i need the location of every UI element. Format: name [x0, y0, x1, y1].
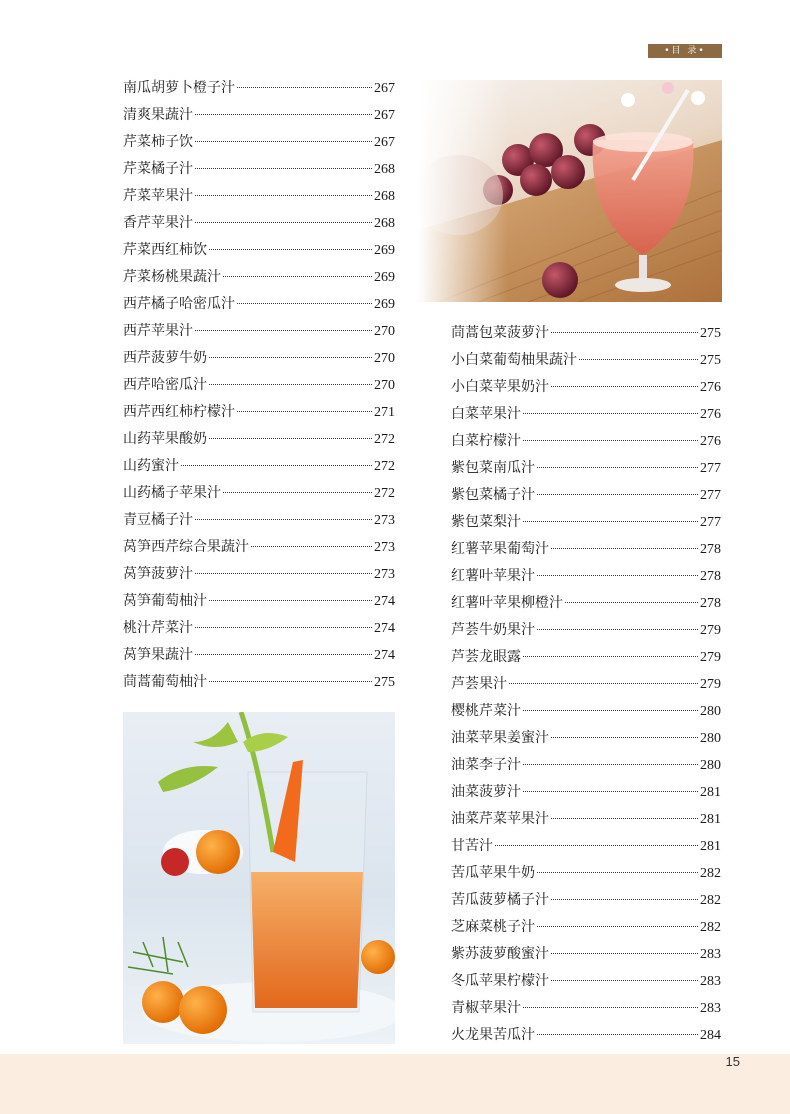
toc-entry-page: 283	[700, 947, 721, 962]
toc-leader-dots	[195, 222, 372, 223]
toc-entry-page: 280	[700, 758, 721, 773]
toc-entry-page: 279	[700, 650, 721, 665]
toc-entry-page: 274	[374, 648, 395, 663]
toc-entry	[123, 345, 395, 372]
toc-entry-page: 281	[700, 785, 721, 800]
toc-entry-page: 282	[700, 920, 721, 935]
toc-leader-dots	[195, 627, 372, 628]
page-number: 15	[725, 1054, 740, 1069]
toc-entry-title: 红薯叶苹果汁	[451, 568, 535, 584]
toc-leader-dots	[195, 114, 372, 115]
toc-leader-dots	[523, 413, 698, 414]
toc-entry	[123, 237, 395, 264]
toc-leader-dots	[551, 548, 698, 549]
toc-entry-title: 山药苹果酸奶	[123, 431, 207, 447]
toc-entry-page: 276	[700, 407, 721, 422]
toc-entry-title: 芹菜杨桃果蔬汁	[123, 269, 221, 285]
toc-entry-page: 268	[374, 162, 395, 177]
toc-entry	[451, 779, 721, 806]
toc-entry	[123, 669, 395, 696]
toc-entry	[123, 480, 395, 507]
toc-entry-title: 芹菜西红柿饮	[123, 242, 207, 258]
toc-entry-page: 276	[700, 434, 721, 449]
section-label: •目 录•	[648, 44, 722, 58]
toc-leader-dots	[195, 141, 372, 142]
toc-leader-dots	[537, 926, 698, 927]
toc-entry-page: 270	[374, 324, 395, 339]
toc-entry-title: 油菜苹果姜蜜汁	[451, 730, 549, 746]
toc-entry-page: 270	[374, 351, 395, 366]
toc-entry	[123, 588, 395, 615]
toc-leader-dots	[237, 87, 372, 88]
toc-entry-page: 269	[374, 243, 395, 258]
toc-entry-title: 红薯苹果葡萄汁	[451, 541, 549, 557]
toc-entry-title: 樱桃芹菜汁	[451, 703, 521, 719]
toc-entry	[451, 752, 721, 779]
toc-leader-dots	[537, 575, 698, 576]
toc-entry-title: 西芹橘子哈密瓜汁	[123, 296, 235, 312]
toc-entry-page: 284	[700, 1028, 721, 1043]
toc-leader-dots	[523, 791, 698, 792]
toc-entry-title: 山药蜜汁	[123, 458, 179, 474]
toc-entry	[451, 725, 721, 752]
toc-entry-title: 白菜苹果汁	[451, 406, 521, 422]
toc-leader-dots	[537, 467, 698, 468]
toc-entry-page: 280	[700, 704, 721, 719]
toc-entry	[123, 183, 395, 210]
toc-leader-dots	[209, 681, 372, 682]
toc-leader-dots	[551, 953, 698, 954]
toc-leader-dots	[195, 195, 372, 196]
toc-entry	[123, 318, 395, 345]
toc-entry-title: 莴笋西芹综合果蔬汁	[123, 539, 249, 555]
toc-entry-page: 273	[374, 567, 395, 582]
toc-leader-dots	[565, 602, 698, 603]
toc-leader-dots	[209, 384, 372, 385]
toc-leader-dots	[195, 330, 372, 331]
toc-leader-dots	[523, 521, 698, 522]
toc-entry-title: 冬瓜苹果柠檬汁	[451, 973, 549, 989]
toc-entry-title: 莴笋葡萄柚汁	[123, 593, 207, 609]
toc-entry-page: 269	[374, 270, 395, 285]
toc-entry-title: 桃汁芹菜汁	[123, 620, 193, 636]
toc-leader-dots	[195, 168, 372, 169]
toc-entry-page: 278	[700, 596, 721, 611]
toc-leader-dots	[237, 303, 372, 304]
toc-entry-title: 火龙果苦瓜汁	[451, 1027, 535, 1043]
toc-entry-page: 274	[374, 594, 395, 609]
toc-entry	[451, 806, 721, 833]
toc-entry-page: 273	[374, 540, 395, 555]
toc-entry	[451, 509, 721, 536]
toc-leader-dots	[551, 818, 698, 819]
footer-bar	[0, 1054, 790, 1114]
toc-entry-page: 276	[700, 380, 721, 395]
toc-entry	[123, 426, 395, 453]
toc-entry-page: 272	[374, 432, 395, 447]
toc-leader-dots	[537, 494, 698, 495]
toc-entry-title: 油菜李子汁	[451, 757, 521, 773]
toc-leader-dots	[537, 629, 698, 630]
toc-leader-dots	[551, 332, 698, 333]
toc-entry-page: 267	[374, 135, 395, 150]
toc-entry	[123, 264, 395, 291]
toc-entry-title: 紫包菜橘子汁	[451, 487, 535, 503]
toc-left-column	[123, 75, 395, 696]
toc-entry-title: 西芹哈密瓜汁	[123, 377, 207, 393]
toc-entry	[451, 995, 721, 1022]
toc-entry-title: 山药橘子苹果汁	[123, 485, 221, 501]
toc-entry	[123, 75, 395, 102]
toc-entry	[123, 156, 395, 183]
toc-entry	[451, 401, 721, 428]
grape-juice-photo	[418, 80, 722, 302]
toc-leader-dots	[551, 737, 698, 738]
toc-right-column	[451, 320, 721, 1049]
toc-entry	[451, 833, 721, 860]
toc-entry	[451, 428, 721, 455]
toc-entry	[123, 210, 395, 237]
toc-entry-title: 清爽果蔬汁	[123, 107, 193, 123]
toc-entry-title: 芦荟龙眼露	[451, 649, 521, 665]
toc-leader-dots	[537, 872, 698, 873]
toc-entry-title: 芦荟果汁	[451, 676, 507, 692]
toc-leader-dots	[223, 276, 372, 277]
toc-entry-page: 283	[700, 974, 721, 989]
toc-entry-title: 茼蒿包菜菠萝汁	[451, 325, 549, 341]
toc-entry-title: 莴笋果蔬汁	[123, 647, 193, 663]
toc-entry-title: 白菜柠檬汁	[451, 433, 521, 449]
toc-entry	[451, 374, 721, 401]
toc-entry-page: 277	[700, 488, 721, 503]
toc-entry-title: 芝麻菜桃子汁	[451, 919, 535, 935]
toc-entry-title: 莴笋菠萝汁	[123, 566, 193, 582]
toc-entry-page: 275	[700, 326, 721, 341]
toc-entry	[123, 453, 395, 480]
toc-entry-title: 紫包菜南瓜汁	[451, 460, 535, 476]
toc-entry-page: 267	[374, 108, 395, 123]
toc-entry-page: 278	[700, 542, 721, 557]
toc-entry	[451, 590, 721, 617]
toc-entry	[451, 860, 721, 887]
toc-leader-dots	[209, 249, 372, 250]
toc-entry-page: 272	[374, 459, 395, 474]
toc-entry	[451, 482, 721, 509]
toc-leader-dots	[181, 465, 372, 466]
toc-leader-dots	[523, 764, 698, 765]
toc-entry-page: 270	[374, 378, 395, 393]
toc-entry-title: 芹菜橘子汁	[123, 161, 193, 177]
toc-entry-title: 西芹西红柿柠檬汁	[123, 404, 235, 420]
toc-entry-title: 小白菜苹果奶汁	[451, 379, 549, 395]
toc-leader-dots	[251, 546, 372, 547]
toc-entry-page: 282	[700, 893, 721, 908]
toc-entry-title: 油菜菠萝汁	[451, 784, 521, 800]
toc-entry-title: 紫包菜梨汁	[451, 514, 521, 530]
toc-entry-page: 281	[700, 812, 721, 827]
toc-entry	[123, 507, 395, 534]
toc-entry	[123, 291, 395, 318]
toc-entry-page: 268	[374, 189, 395, 204]
toc-entry	[451, 941, 721, 968]
carrot-juice-photo	[123, 712, 395, 1044]
toc-entry-title: 芹菜柿子饮	[123, 134, 193, 150]
toc-leader-dots	[523, 440, 698, 441]
toc-leader-dots	[209, 600, 372, 601]
toc-leader-dots	[209, 357, 372, 358]
toc-leader-dots	[523, 656, 698, 657]
toc-entry	[451, 914, 721, 941]
toc-entry-page: 269	[374, 297, 395, 312]
toc-entry-page: 279	[700, 623, 721, 638]
toc-entry-title: 西芹苹果汁	[123, 323, 193, 339]
toc-entry	[451, 1022, 721, 1049]
toc-leader-dots	[509, 683, 698, 684]
toc-entry	[123, 561, 395, 588]
toc-leader-dots	[195, 654, 372, 655]
toc-entry	[123, 102, 395, 129]
toc-entry-page: 280	[700, 731, 721, 746]
toc-entry-title: 芦荟牛奶果汁	[451, 622, 535, 638]
toc-entry-page: 272	[374, 486, 395, 501]
toc-leader-dots	[209, 438, 372, 439]
toc-leader-dots	[551, 899, 698, 900]
toc-entry-title: 香芹苹果汁	[123, 215, 193, 231]
toc-entry-title: 青椒苹果汁	[451, 1000, 521, 1016]
toc-leader-dots	[523, 1007, 698, 1008]
toc-entry-page: 275	[374, 675, 395, 690]
toc-entry-title: 苦瓜苹果牛奶	[451, 865, 535, 881]
toc-leader-dots	[223, 492, 372, 493]
toc-entry	[123, 534, 395, 561]
toc-entry	[451, 536, 721, 563]
toc-entry-page: 283	[700, 1001, 721, 1016]
toc-entry	[451, 887, 721, 914]
toc-entry-page: 279	[700, 677, 721, 692]
toc-entry	[451, 671, 721, 698]
toc-leader-dots	[579, 359, 698, 360]
toc-entry-title: 青豆橘子汁	[123, 512, 193, 528]
toc-entry-title: 小白菜葡萄柚果蔬汁	[451, 352, 577, 368]
toc-leader-dots	[551, 386, 698, 387]
toc-entry-title: 苦瓜菠萝橘子汁	[451, 892, 549, 908]
toc-entry-page: 282	[700, 866, 721, 881]
toc-entry	[123, 372, 395, 399]
toc-entry	[451, 617, 721, 644]
toc-entry-page: 278	[700, 569, 721, 584]
toc-entry-title: 芹菜苹果汁	[123, 188, 193, 204]
toc-entry-title: 油菜芹菜苹果汁	[451, 811, 549, 827]
toc-leader-dots	[195, 519, 372, 520]
toc-leader-dots	[195, 573, 372, 574]
toc-entry-page: 273	[374, 513, 395, 528]
toc-entry-page: 267	[374, 81, 395, 96]
toc-entry	[123, 615, 395, 642]
toc-entry-page: 274	[374, 621, 395, 636]
toc-entry-page: 281	[700, 839, 721, 854]
toc-leader-dots	[523, 710, 698, 711]
toc-entry	[451, 644, 721, 671]
toc-entry	[123, 399, 395, 426]
toc-entry	[451, 968, 721, 995]
toc-entry-page: 275	[700, 353, 721, 368]
toc-entry-page: 277	[700, 515, 721, 530]
toc-entry-page: 271	[374, 405, 395, 420]
toc-entry-title: 西芹菠萝牛奶	[123, 350, 207, 366]
toc-entry	[451, 320, 721, 347]
toc-leader-dots	[495, 845, 698, 846]
toc-leader-dots	[551, 980, 698, 981]
toc-entry	[451, 563, 721, 590]
toc-entry-title: 茼蒿葡萄柚汁	[123, 674, 207, 690]
toc-entry-title: 南瓜胡萝卜橙子汁	[123, 80, 235, 96]
toc-leader-dots	[537, 1034, 698, 1035]
toc-entry	[451, 698, 721, 725]
toc-entry-title: 紫苏菠萝酸蜜汁	[451, 946, 549, 962]
toc-entry-title: 红薯叶苹果柳橙汁	[451, 595, 563, 611]
toc-entry-page: 277	[700, 461, 721, 476]
toc-entry-title: 甘苦汁	[451, 838, 493, 854]
toc-entry	[123, 129, 395, 156]
toc-entry	[451, 455, 721, 482]
toc-leader-dots	[237, 411, 372, 412]
toc-entry-page: 268	[374, 216, 395, 231]
toc-entry	[451, 347, 721, 374]
toc-entry	[123, 642, 395, 669]
